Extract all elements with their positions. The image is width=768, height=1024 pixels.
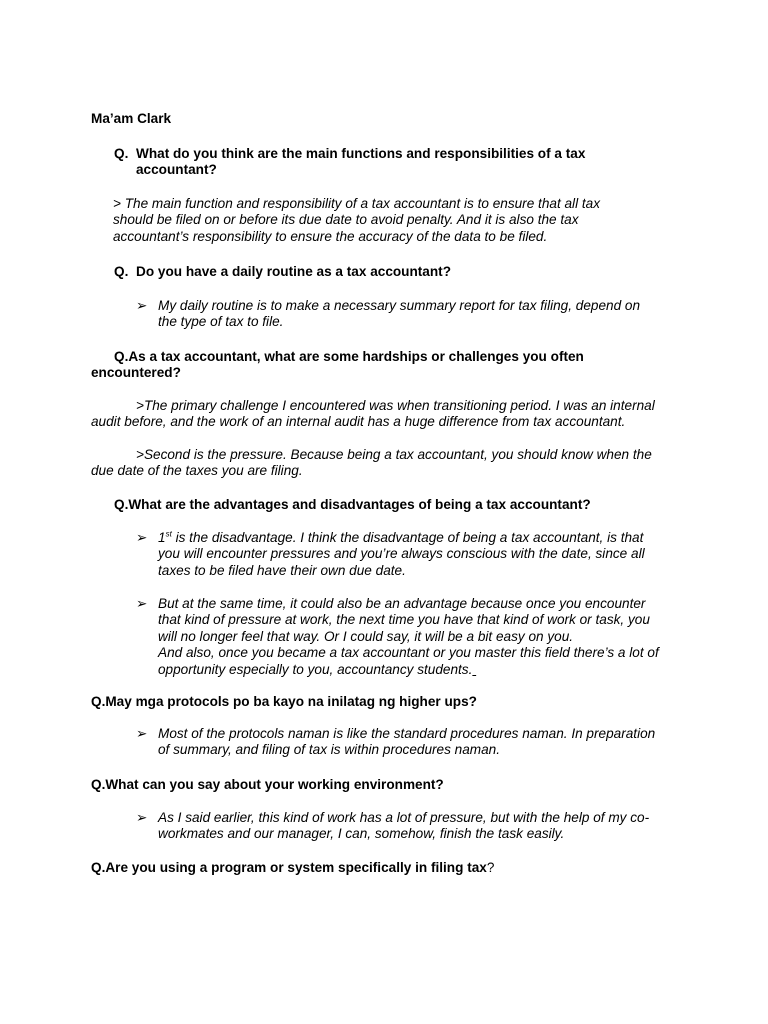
question-1-text: What do you think are the main functions and responsibilities of a tax accountant? [136, 146, 586, 178]
bullet-arrow-icon: ➢ [136, 810, 148, 825]
answer-3-part-2: >Second is the pressure. Because being a tax accountant, you should know when the due date of the taxes you are filing. [91, 447, 652, 479]
answer-2: My daily routine is to make a necessary summary report for tax filing, depend on the type of tax to file. [158, 298, 641, 330]
question-4: Q.What are the advantages and disadvantages of being a tax accountant? [114, 497, 591, 512]
addressee-heading: Ma’am Clark [91, 111, 172, 126]
bullet-arrow-icon: ➢ [136, 596, 148, 611]
question-6: Q.What can you say about your working environment? [91, 777, 444, 792]
answer-5: Most of the protocols naman is like the standard procedures naman. In preparation of summary, and filing of tax is within procedures naman. [158, 726, 656, 758]
bullet-arrow-icon: ➢ [136, 298, 148, 313]
question-2-label: Q. [114, 264, 129, 279]
answer-1: > The main function and responsibility of a tax accountant is to ensure that all tax should be filed on or before its due date to avoid penalty. And it is also the tax accountant’s responsibility to ensure the accuracy of the data to be filed. [113, 196, 601, 244]
question-1-label: Q. [114, 146, 129, 161]
answer-6: As I said earlier, this kind of work has a lot of pressure, but with the help of my co- workmates and our manager, I can, somehow, finish the task easily. [158, 810, 650, 842]
question-3: Q.As a tax accountant, what are some hardships or challenges you often encountered? [91, 349, 584, 381]
question-2-text: Do you have a daily routine as a tax accountant? [136, 264, 452, 279]
answer-3-part-1: >The primary challenge I encountered was when transitioning period. I was an internal audit before, and the work of an internal audit has a huge difference from tax accountant. [91, 398, 655, 430]
answer-4-disadvantage: 1st is the disadvantage. I think the disadvantage of being a tax accountant, is that you will encounter pressures and you’re always conscious with the date, since all taxes to be filed have their own due date. [158, 529, 645, 578]
answer-4-advantage: But at the same time, it could also be an advantage because once you encounter that kind of pressure at work, the next time you have that kind of work or task, you will no longer feel that way. Or I could say, it will be a bit easy on you. And also, once you became a tax accountant or you master this field there’s a lot of opportunity especially to you, accountancy students. [158, 596, 659, 677]
bullet-arrow-icon: ➢ [136, 726, 148, 741]
bullet-arrow-icon: ➢ [136, 530, 148, 545]
question-7: Q.Are you using a program or system specifically in filing tax? [91, 860, 495, 875]
question-5: Q.May mga protocols po ba kayo na inilatag ng higher ups? [91, 694, 477, 709]
